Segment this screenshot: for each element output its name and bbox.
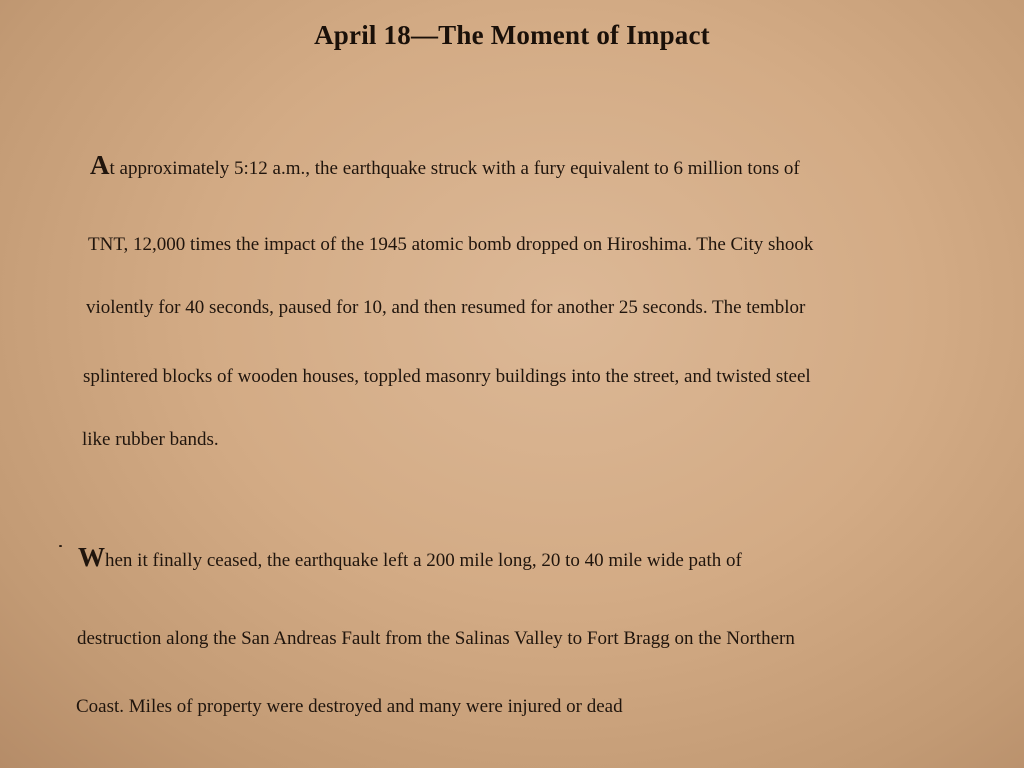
paragraph-1-line-5: like rubber bands. <box>82 429 219 450</box>
paragraph-1-line-4: splintered blocks of wooden houses, toppled masonry buildings into the street, and twisted steel <box>83 366 811 387</box>
dust-speck <box>59 545 62 547</box>
paragraph-2-line-1-text: hen it finally ceased, the earthquake left a 200 mile long, 20 to 40 mile wide path of <box>105 550 742 571</box>
paragraph-2-dropcap: W <box>78 542 105 572</box>
paragraph-1-line-1 <box>90 152 800 180</box>
paragraph-1-dropcap: A <box>90 150 110 180</box>
paragraph-2-line-1 <box>78 544 742 572</box>
paragraph-1-line-3: violently for 40 seconds, paused for 10, and then resumed for another 25 seconds. The temblor <box>86 297 806 318</box>
paragraph-2-line-3: Coast. Miles of property were destroyed and many were injured or dead <box>76 696 623 717</box>
paragraph-1-line-2: TNT, 12,000 times the impact of the 1945 atomic bomb dropped on Hiroshima. The City shook <box>88 234 814 255</box>
page-title: April 18—The Moment of Impact <box>314 20 710 50</box>
paragraph-1-line-1-text: t approximately 5:12 a.m., the earthquake struck with a fury equivalent to 6 million tons of <box>109 158 800 179</box>
paragraph-2-line-2: destruction along the San Andreas Fault from the Salinas Valley to Fort Bragg on the Northern <box>77 628 795 649</box>
